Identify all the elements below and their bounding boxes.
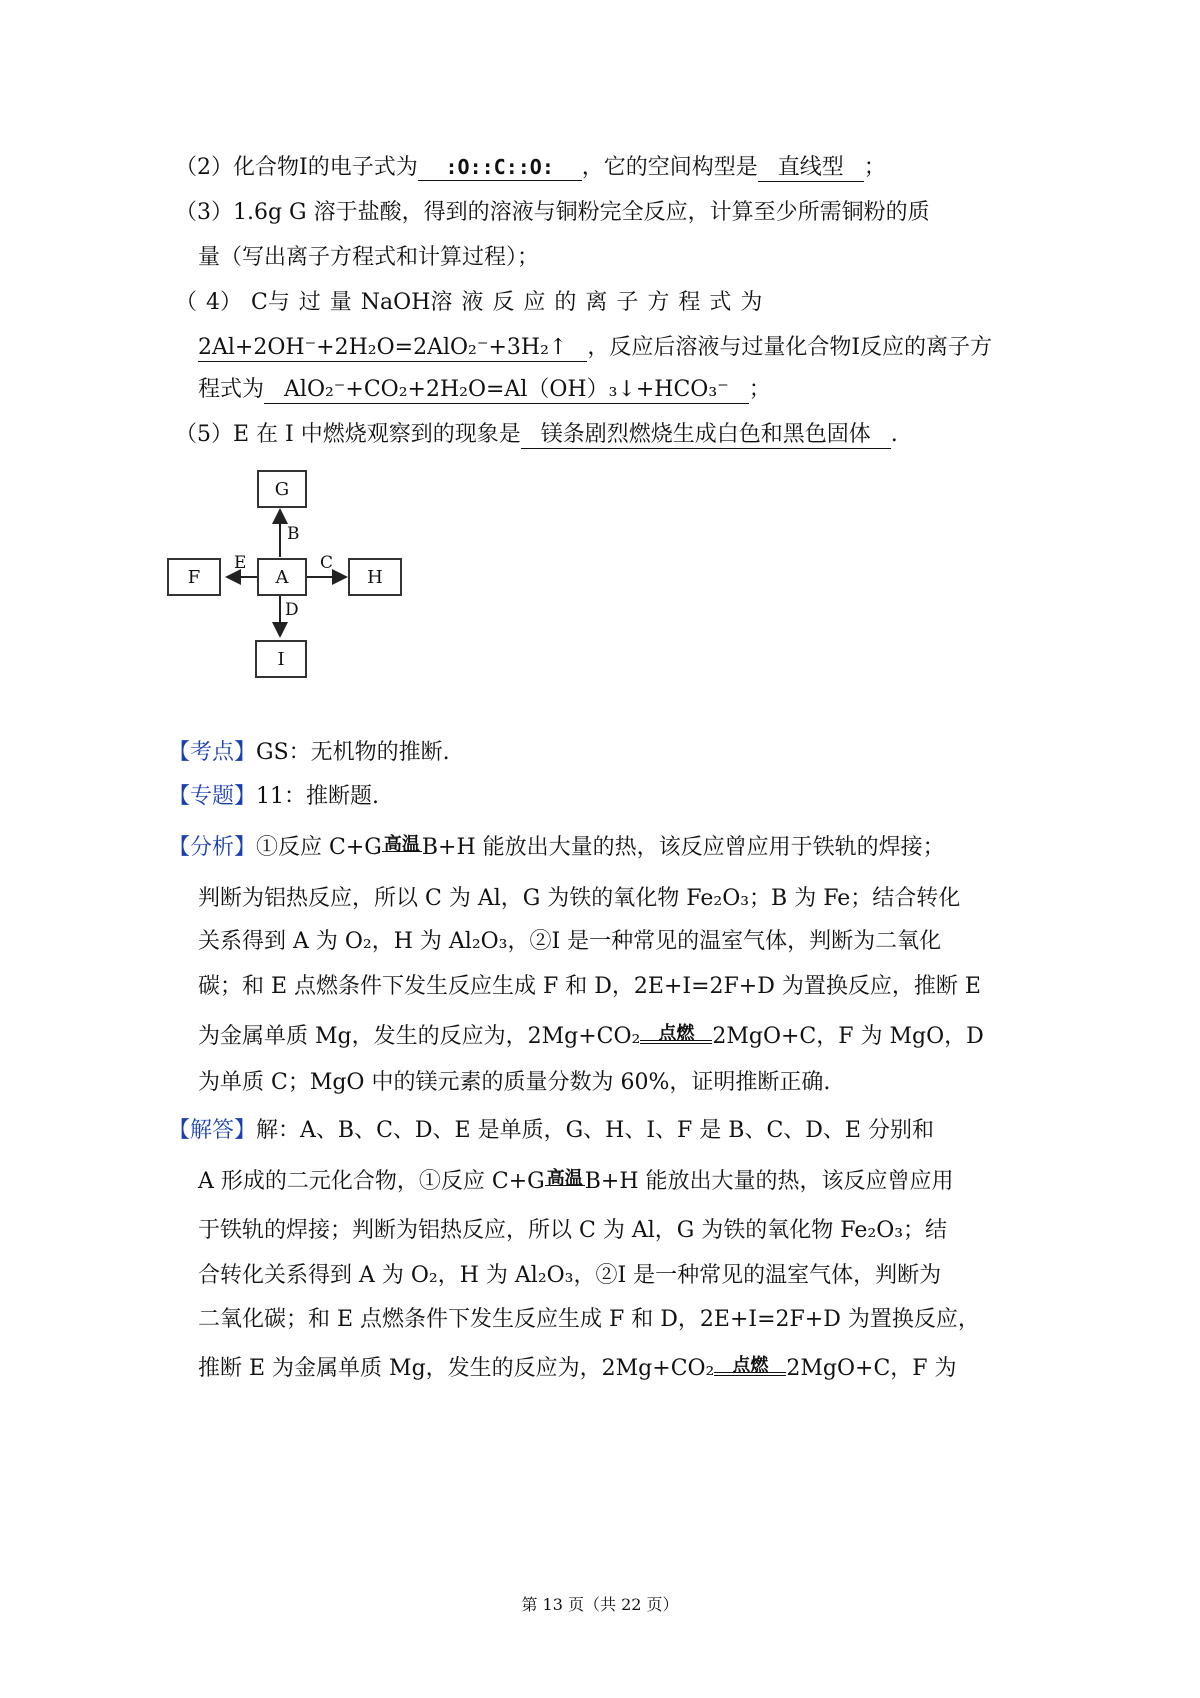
node-f: F xyxy=(167,558,221,596)
fenxi-line4: 碳；和 E 点燃条件下发生反应生成 F 和 D，2E+I=2F+D 为置换反应，推断 E xyxy=(198,974,981,999)
zhuanti-tag: 【专题】 xyxy=(168,784,257,809)
q5-answer: 镁条剧烈燃烧生成白色和黑色固体 xyxy=(521,422,891,449)
condition-high-temp: 高温 xyxy=(383,834,420,855)
electron-formula: :O::C::O: xyxy=(418,154,582,181)
q3-line2: 量（写出离子方程式和计算过程）； xyxy=(198,245,540,270)
zhuanti-line: 【专题】11：推断题. xyxy=(168,784,380,809)
jieda-line2: A 形成的二元化合物，①反应 C+G 高温 B+H 能放出大量的热，该反应曾应用 xyxy=(198,1168,954,1194)
fenxi-line3: 关系得到 A 为 O₂，H 为 Al₂O₃，②I 是一种常见的温室气体，判断为二氧化 xyxy=(198,929,942,954)
jieda-line1: 【解答】解：A、B、C、D、E 是单质，G、H、I、F 是 B、C、D、E 分别和 xyxy=(168,1118,934,1143)
q4-equation1: 2Al+2OH⁻+2H₂O=2AlO₂⁻+3H₂↑ xyxy=(198,335,587,362)
kaodian-tag: 【考点】 xyxy=(168,740,257,765)
fenxi-line1: 【分析】①反应 C+G 高温 B+H 能放出大量的热，该反应曾应用于铁轨的焊接； xyxy=(168,834,945,860)
fenxi-line6: 为单质 C；MgO 中的镁元素的质量分数为 60%，证明推断正确. xyxy=(198,1070,831,1095)
q2-answer: 直线型 xyxy=(758,155,864,182)
edge-label-d: D xyxy=(285,600,299,620)
q4-equation2: AlO₂⁻+CO₂+2H₂O=Al（OH）₃↓+HCO₃⁻ xyxy=(264,377,749,404)
fenxi-line5: 为金属单质 Mg，发生的反应为，2Mg+CO₂ 点燃 2MgO+C，F 为 MgO，D xyxy=(198,1023,984,1049)
q3-line1: （3）1.6g G 溶于盐酸，得到的溶液与铜粉完全反应，计算至少所需铜粉的质 xyxy=(175,200,930,225)
condition-ignite: 点燃 xyxy=(714,1361,786,1379)
jieda-line5: 二氧化碳；和 E 点燃条件下发生反应生成 F 和 D，2E+I=2F+D 为置换反应， xyxy=(198,1307,980,1332)
kaodian-line: 【考点】GS：无机物的推断. xyxy=(168,740,450,765)
edge-label-c: C xyxy=(320,553,334,573)
jieda-line6: 推断 E 为金属单质 Mg，发生的反应为，2Mg+CO₂ 点燃 2MgO+C，F 为 xyxy=(198,1355,957,1381)
fenxi-tag: 【分析】 xyxy=(168,835,257,860)
node-h: H xyxy=(348,558,402,596)
condition-high-temp: 高温 xyxy=(546,1168,583,1189)
q4-line1: （ 4） C与 过 量 NaOH溶 液 反 应 的 离 子 方 程 式 为 xyxy=(175,290,763,315)
q2-line: （2）化合物I的电子式为 :O::C::O: ，它的空间构型是 直线型 ； xyxy=(175,155,886,180)
q4-line3: 程式为 AlO₂⁻+CO₂+2H₂O=Al（OH）₃↓+HCO₃⁻ ； xyxy=(198,377,771,402)
node-g: G xyxy=(257,470,307,508)
condition-ignite: 点燃 xyxy=(640,1029,712,1047)
jieda-line3: 于铁轨的焊接；判断为铝热反应，所以 C 为 Al，G 为铁的氧化物 Fe₂O₃；结 xyxy=(198,1218,948,1243)
jieda-tag: 【解答】 xyxy=(168,1118,257,1143)
edge-label-b: B xyxy=(287,524,300,544)
fenxi-line2: 判断为铝热反应，所以 C 为 Al，G 为铁的氧化物 Fe₂O₃；B 为 Fe；结合转化 xyxy=(198,886,961,911)
q4-line2: 2Al+2OH⁻+2H₂O=2AlO₂⁻+3H₂↑ ，反应后溶液与过量化合物I反应的离子方 xyxy=(198,335,993,360)
edge-label-e: E xyxy=(234,553,247,573)
node-i: I xyxy=(255,640,307,678)
node-a: A xyxy=(257,558,307,596)
page-footer: 第 13 页（共 22 页） xyxy=(521,1595,679,1614)
jieda-line4: 合转化关系得到 A 为 O₂，H 为 Al₂O₃，②I 是一种常见的温室气体，判断为 xyxy=(198,1263,942,1288)
q5-line: （5）E 在 I 中燃烧观察到的现象是 镁条剧烈燃烧生成白色和黑色固体 . xyxy=(175,422,898,447)
